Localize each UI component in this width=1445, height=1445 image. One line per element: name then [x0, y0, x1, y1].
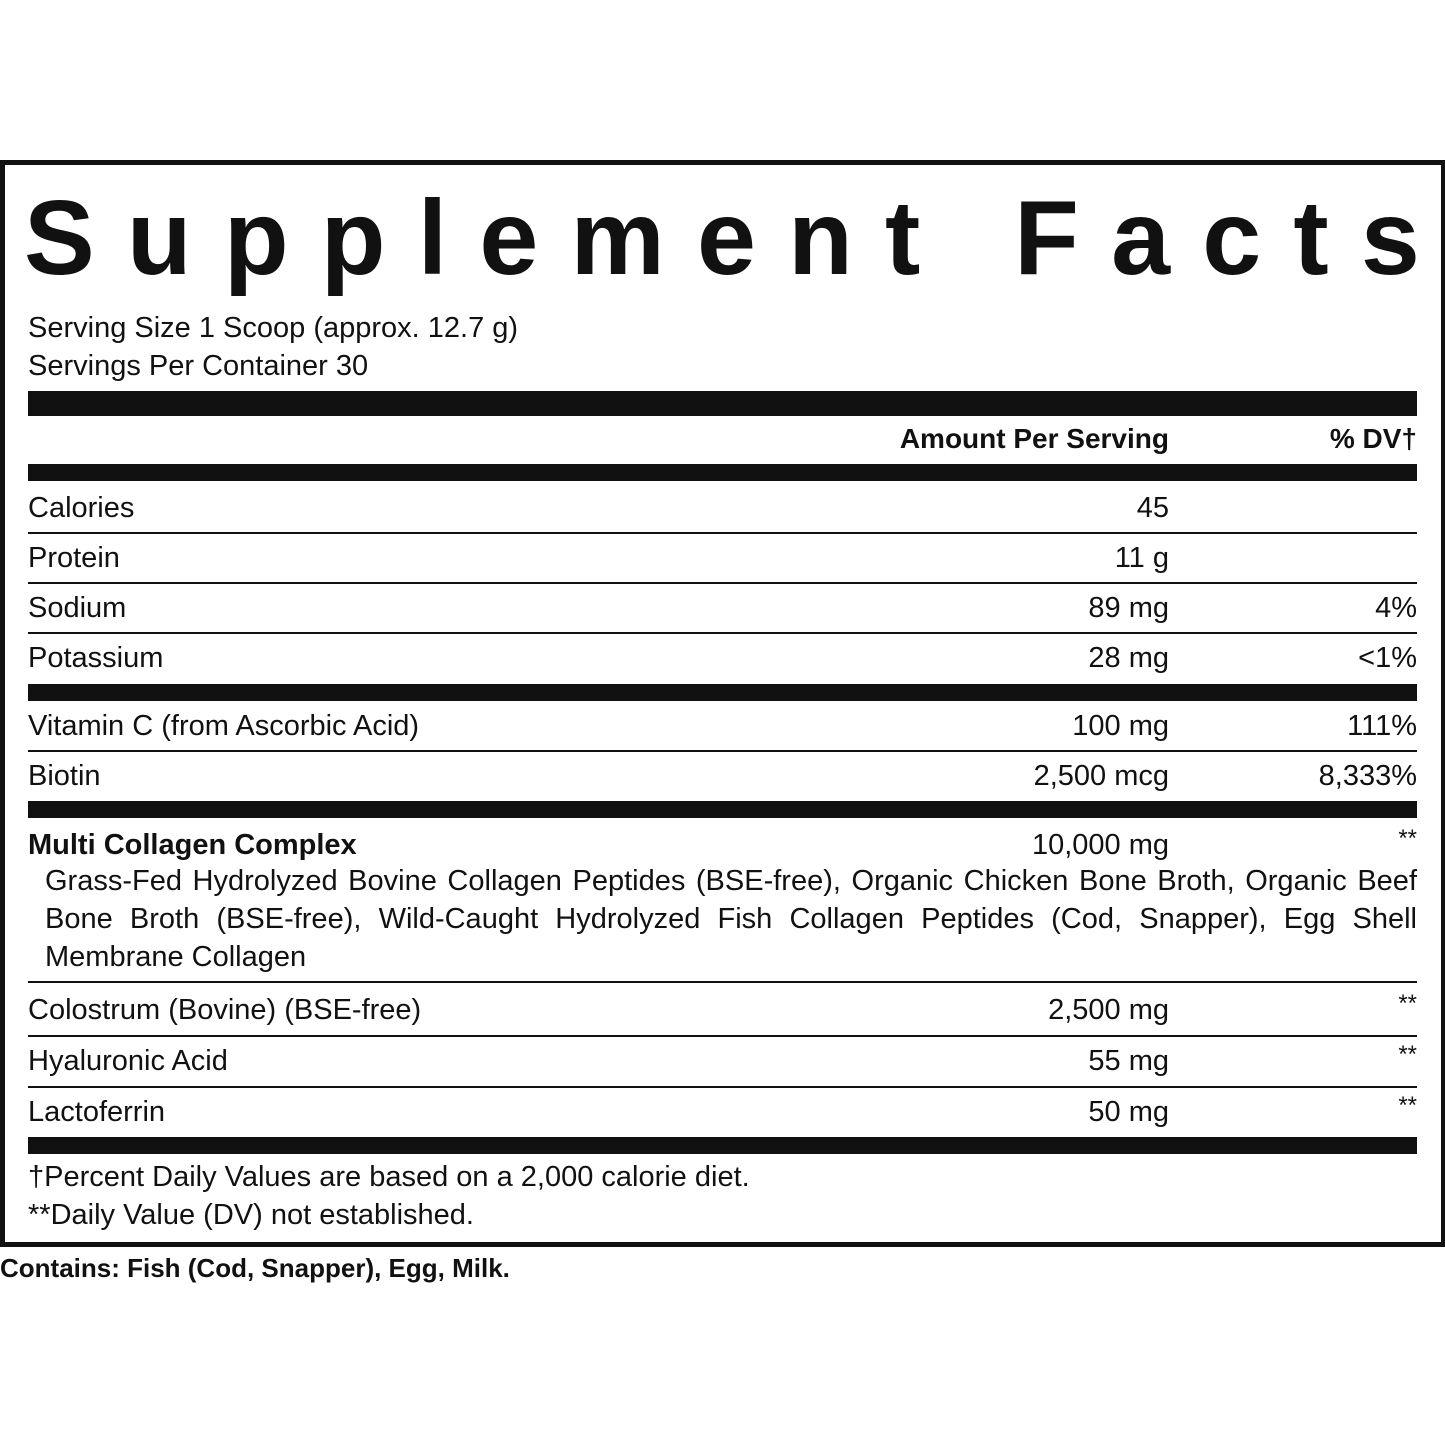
nutrient-name: Multi Collagen Complex [28, 829, 357, 861]
nutrient-name: Protein [28, 542, 120, 574]
title-letter: t [885, 179, 921, 297]
title-letter: p [320, 179, 386, 297]
nutrient-row-vitamin-c [28, 706, 1417, 746]
title-letter: l [417, 179, 448, 297]
nutrient-name: Lactoferrin [28, 1096, 166, 1128]
nutrient-dv: ** [1398, 990, 1417, 1017]
title-letter: a [1111, 179, 1171, 297]
nutrient-amount: 11 g [1114, 542, 1169, 574]
nutrient-dv: ** [1398, 825, 1417, 852]
row-divider [28, 981, 1417, 983]
nutrient-row-calories [28, 488, 1417, 528]
row-divider [28, 1035, 1417, 1037]
thick-divider [28, 464, 1417, 481]
nutrient-dv: <1% [1358, 642, 1417, 674]
nutrient-row-hyaluronic-acid [28, 1041, 1417, 1081]
nutrient-row-sodium [28, 588, 1417, 628]
row-divider [28, 1086, 1417, 1088]
title-letter: e [479, 179, 539, 297]
nutrient-name: Sodium [28, 592, 127, 624]
row-divider [28, 532, 1417, 534]
nutrient-amount: 100 mg [1072, 710, 1169, 742]
title-letter: c [1202, 179, 1262, 297]
title-letter: e [696, 179, 756, 297]
nutrient-name: Biotin [28, 760, 101, 792]
thick-divider [28, 391, 1417, 416]
title-letter: t [1293, 179, 1329, 297]
daily-value-header: % DV† [1329, 423, 1417, 454]
title-letter: p [223, 179, 289, 297]
nutrient-name: Calories [28, 492, 135, 524]
serving-size: Serving Size 1 Scoop (approx. 12.7 g) [28, 312, 519, 344]
thick-divider [28, 684, 1417, 701]
row-divider [28, 750, 1417, 752]
thick-divider [28, 1137, 1417, 1154]
amount-per-serving-header: Amount Per Serving [899, 423, 1169, 454]
nutrient-dv: ** [1398, 1041, 1417, 1068]
dv-footnote: †Percent Daily Values are based on a 2,000 calorie diet. [28, 1161, 750, 1193]
nutrient-amount: 50 mg [1088, 1096, 1169, 1128]
title-letter: u [126, 179, 192, 297]
nutrient-row-lactoferrin [28, 1092, 1417, 1132]
nutrient-amount: 10,000 mg [1031, 829, 1169, 861]
nutrient-row-biotin [28, 756, 1417, 796]
allergen-statement: Contains: Fish (Cod, Snapper), Egg, Milk. [0, 1253, 510, 1283]
nutrient-dv: 4% [1375, 592, 1417, 624]
nutrient-dv: ** [1398, 1092, 1417, 1119]
nutrient-name: Hyaluronic Acid [28, 1045, 228, 1077]
nutrient-name: Colostrum (Bovine) (BSE-free) [28, 994, 422, 1026]
title-letter: S [24, 179, 95, 297]
nutrient-row-multi-collagen-complex [28, 825, 1417, 865]
row-divider [28, 582, 1417, 584]
title-letter: m [570, 179, 665, 297]
complex-ingredients: Grass-Fed Hydrolyzed Bovine Collagen Peptides (BSE-free), Organic Chicken Bone Broth, Organic Beef Bone Broth (BSE-free), Wild-Caught Hydrolyzed Fish Collagen Peptides (Cod, Snapper), Egg Shell Membrane Collagen [45, 865, 1417, 973]
title-space [953, 183, 982, 293]
nutrient-amount: 45 [1136, 492, 1169, 524]
thick-divider [28, 801, 1417, 818]
title-letter: F [1014, 179, 1079, 297]
nutrient-name: Potassium [28, 642, 164, 674]
nutrient-row-colostrum [28, 990, 1417, 1030]
panel-title [24, 179, 1420, 297]
not-established-footnote: **Daily Value (DV) not established. [28, 1199, 474, 1231]
nutrient-row-protein [28, 538, 1417, 578]
nutrient-amount: 89 mg [1088, 592, 1169, 624]
nutrient-name: Vitamin C (from Ascorbic Acid) [28, 710, 420, 742]
nutrient-dv: 8,333% [1318, 760, 1417, 792]
servings-per-container: Servings Per Container 30 [28, 350, 369, 382]
nutrient-amount: 28 mg [1088, 642, 1169, 674]
nutrient-amount: 2,500 mcg [1033, 760, 1169, 792]
nutrient-amount: 2,500 mg [1048, 994, 1169, 1026]
nutrient-amount: 55 mg [1088, 1045, 1169, 1077]
nutrient-row-potassium [28, 638, 1417, 678]
title-letter: s [1360, 179, 1420, 297]
title-letter: n [788, 179, 853, 297]
row-divider [28, 632, 1417, 634]
nutrient-dv: 111% [1347, 710, 1417, 742]
